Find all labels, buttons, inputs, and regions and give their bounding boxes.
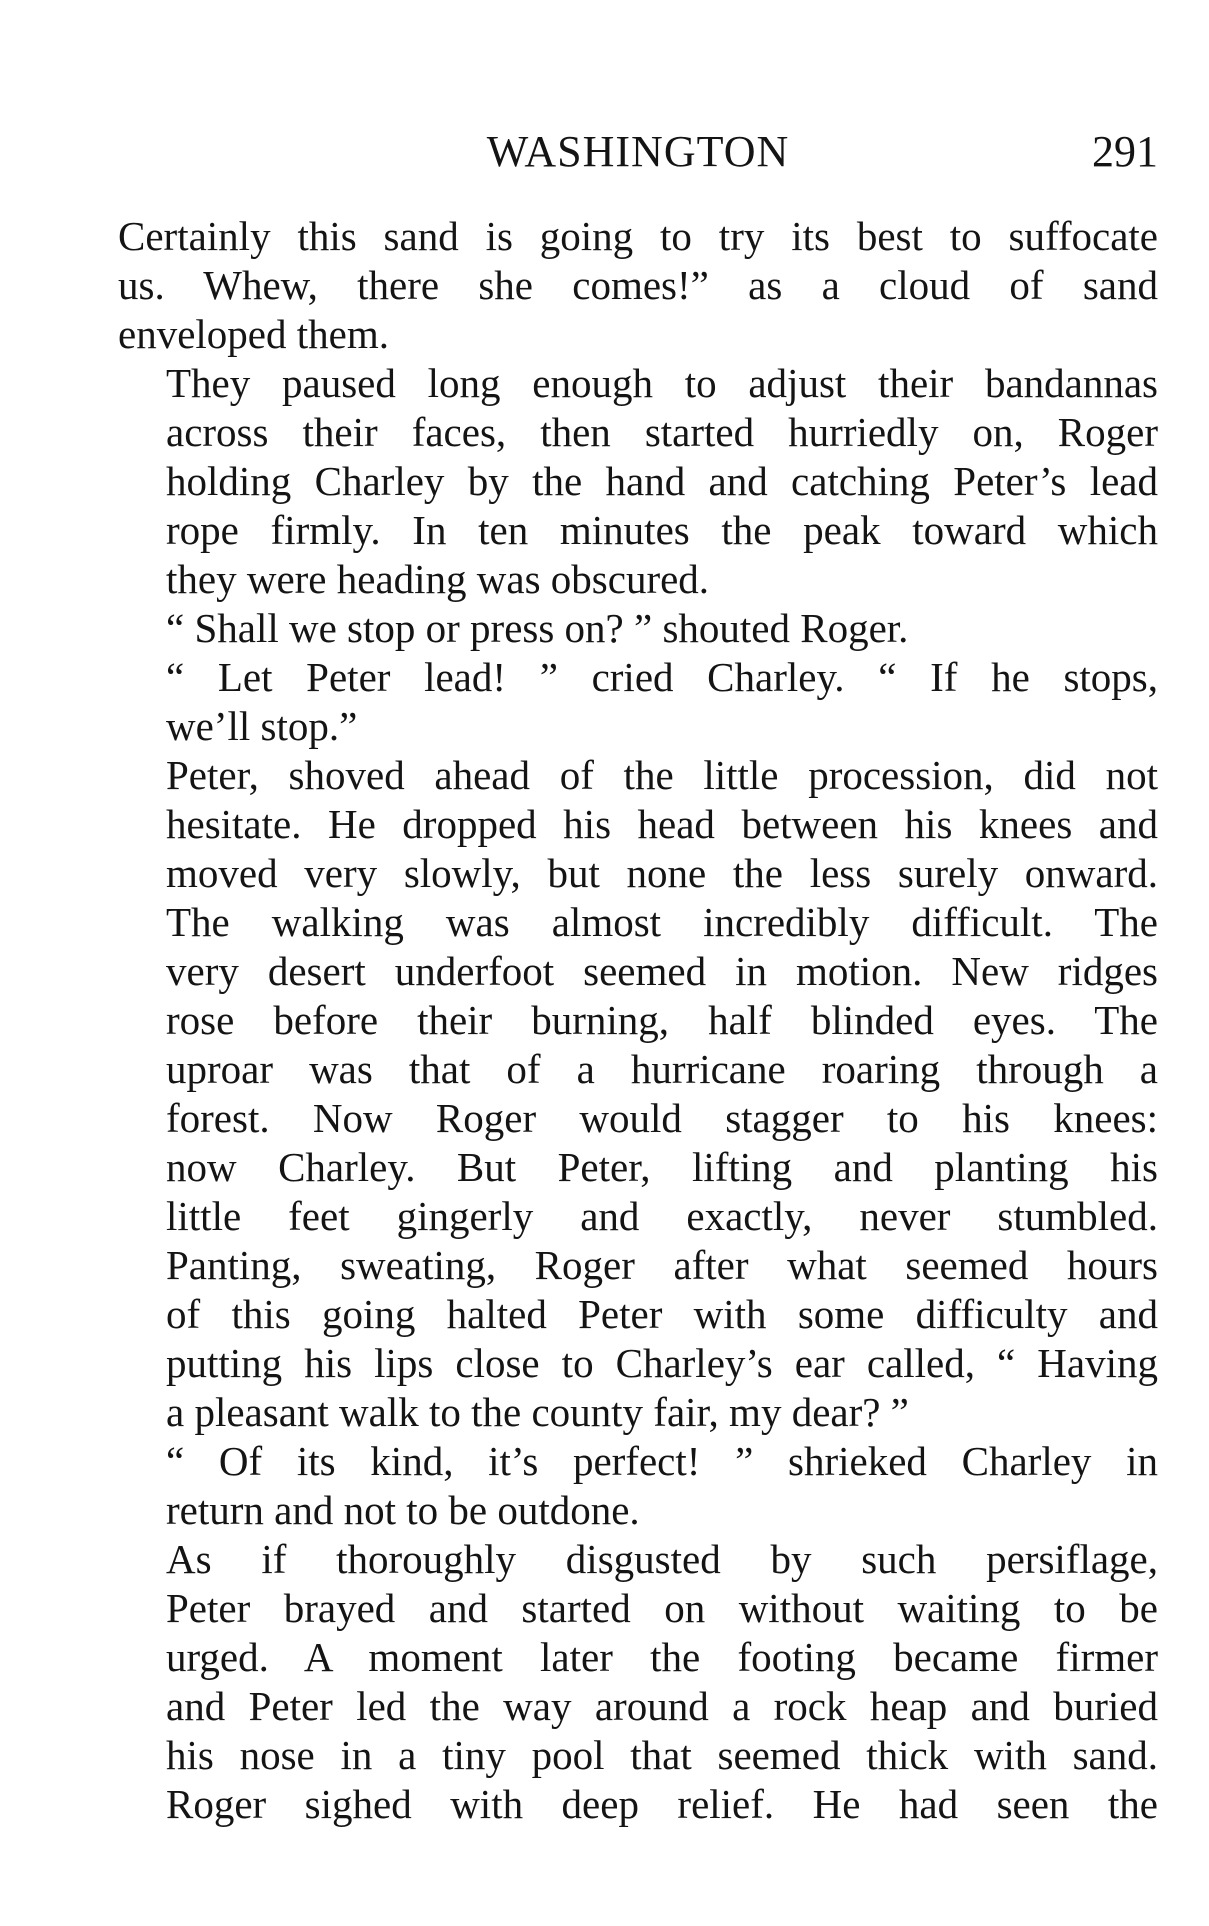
text-line: little feet gingerly and exactly, never stumbled. [166,1193,1158,1239]
text-line: us. Whew, there she comes!” as a cloud of sand [118,262,1158,308]
text-line: As if thoroughly disgusted by such persiflage, [166,1536,1158,1582]
text-line: of this going halted Peter with some difficulty and [166,1291,1158,1337]
text-line: we’ll stop.” [166,703,358,749]
text-line: uproar was that of a hurricane roaring through a [166,1046,1158,1092]
text-line: hesitate. He dropped his head between his knees and [166,801,1158,847]
text-line: “ Shall we stop or press on? ” shouted Roger. [166,605,909,651]
text-line: rope firmly. In ten minutes the peak toward which [166,507,1158,553]
text-line: “ Let Peter lead! ” cried Charley. “ If he stops, [166,654,1158,700]
text-line: enveloped them. [118,311,389,357]
paragraph [118,359,1158,604]
text-line: very desert underfoot seemed in motion. New ridges [166,948,1158,994]
paragraph [118,1535,1158,1829]
running-head [118,122,1158,182]
body-text [118,212,1158,1829]
paragraph [118,1437,1158,1535]
text-line: return and not to be outdone. [166,1487,640,1533]
text-line: rose before their burning, half blinded eyes. The [166,997,1158,1043]
text-line: The walking was almost incredibly difficult. The [166,899,1158,945]
page-number: 291 [1092,127,1158,176]
text-line: they were heading was obscured. [166,556,710,602]
paragraph [118,751,1158,1437]
text-line: Panting, sweating, Roger after what seemed hours [166,1242,1158,1288]
paragraph [118,653,1158,751]
text-line: putting his lips close to Charley’s ear called, “ Having [166,1340,1158,1386]
text-line: Roger sighed with deep relief. He had seen the [166,1781,1158,1827]
text-line: now Charley. But Peter, lifting and planting his [166,1144,1158,1190]
text-line: They paused long enough to adjust their bandannas [166,360,1158,406]
text-line: a pleasant walk to the county fair, my dear? ” [166,1389,909,1435]
text-line: his nose in a tiny pool that seemed thick with sand. [166,1732,1158,1778]
text-line: Certainly this sand is going to try its best to suffocate [118,213,1158,259]
chapter-title: WASHINGTON [486,127,790,176]
text-line: holding Charley by the hand and catching Peter’s lead [166,458,1158,504]
text-line: forest. Now Roger would stagger to his knees: [166,1095,1158,1141]
paragraph [118,212,1158,359]
paragraph [118,604,1158,653]
text-line: across their faces, then started hurriedly on, Roger [166,409,1158,455]
text-line: moved very slowly, but none the less surely onward. [166,850,1158,896]
text-line: and Peter led the way around a rock heap and buried [166,1683,1158,1729]
text-line: “ Of its kind, it’s perfect! ” shrieked Charley in [166,1438,1158,1484]
text-line: Peter brayed and started on without waiting to be [166,1585,1158,1631]
text-line: Peter, shoved ahead of the little procession, did not [166,752,1158,798]
text-line: urged. A moment later the footing became firmer [166,1634,1158,1680]
